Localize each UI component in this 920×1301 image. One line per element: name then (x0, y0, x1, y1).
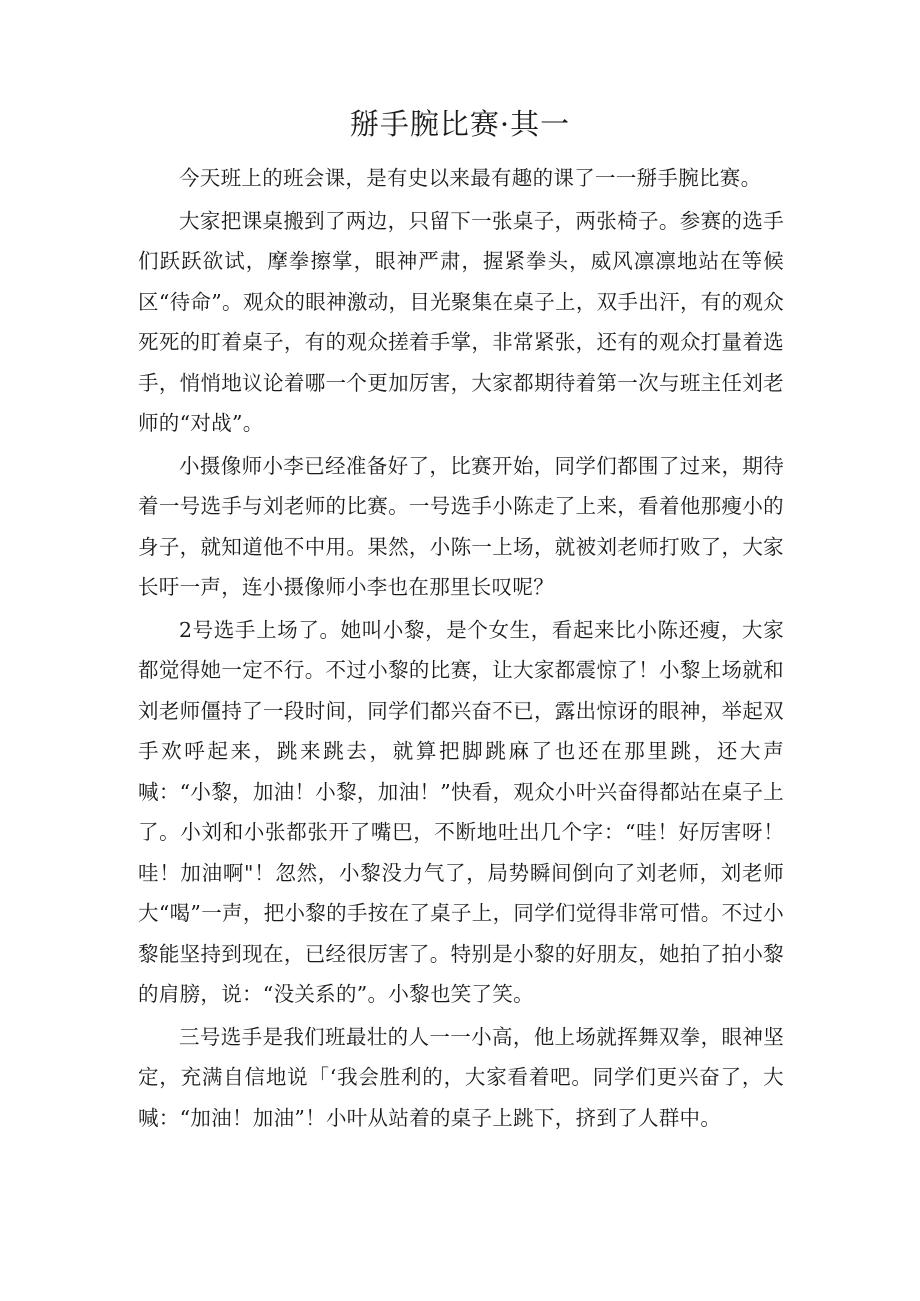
paragraph-intro: 今天班上的班会课，是有史以来最有趣的课了一一掰手腕比赛。 (179, 166, 762, 190)
paragraph-first-contestant: 小摄像师小李已经准备好了，比赛开始，同学们都围了过来，期待着一号选手与刘老师的比赛。一号选手小陈走了上来，看着他那瘦小的身子，就知道他不中用。果然，小陈一上场，就被刘老师打败了，大家长吁一声，连小摄像师小李也在那里长叹呢？ (138, 453, 784, 599)
paragraph-third-contestant: 三号选手是我们班最壮的人一一小高，他上场就挥舞双拳，眼神坚定，充满自信地说「‘我会胜利的，大家看着吧。同学们更兴奋了，大喊：“加油！加油”！小叶从站着的桌子上跳下，挤到了人群中。 (138, 1024, 784, 1130)
paragraph-second-contestant: 2号选手上场了。她叫小黎，是个女生，看起来比小陈还瘦，大家都觉得她一定不行。不过小黎的比赛，让大家都震惊了！小黎上场就和刘老师僵持了一段时间，同学们都兴奋不已，露出惊讶的眼神，举起双手欢呼起来，跳来跳去，就算把脚跳麻了也还在那里跳，还大声喊：“小黎，加油！小黎，加油！”快看，观众小叶兴奋得都站在桌子上了。小刘和小张都张开了嘴巴，不断地吐出几个字：“哇！好厉害呀！哇！加油啊"！忽然，小黎没力气了，局势瞬间倒向了刘老师，刘老师大“喝”一声，把小黎的手按在了桌子上，同学们觉得非常可惜。不过小黎能坚持到现在，已经很厉害了。特别是小黎的好朋友，她拍了拍小黎的肩膀，说：“没关系的”。小黎也笑了笑。 (138, 617, 784, 1006)
document-body (138, 158, 784, 1140)
paragraph-preparation: 大家把课桌搬到了两边，只留下一张桌子，两张椅子。参赛的选手们跃跃欲试，摩拳擦掌，眼神严肃，握紧拳头，威风凛凛地站在等候区“待命”。观众的眼神激动，目光聚集在桌子上，双手出汗，有的观众死死的盯着桌子，有的观众搓着手掌，非常紧张，还有的观众打量着选手，悄悄地议论着哪一个更加厉害，大家都期待着第一次与班主任刘老师的“对战”。 (138, 208, 784, 435)
document-title: 掰手腕比赛·其一 (349, 107, 571, 141)
